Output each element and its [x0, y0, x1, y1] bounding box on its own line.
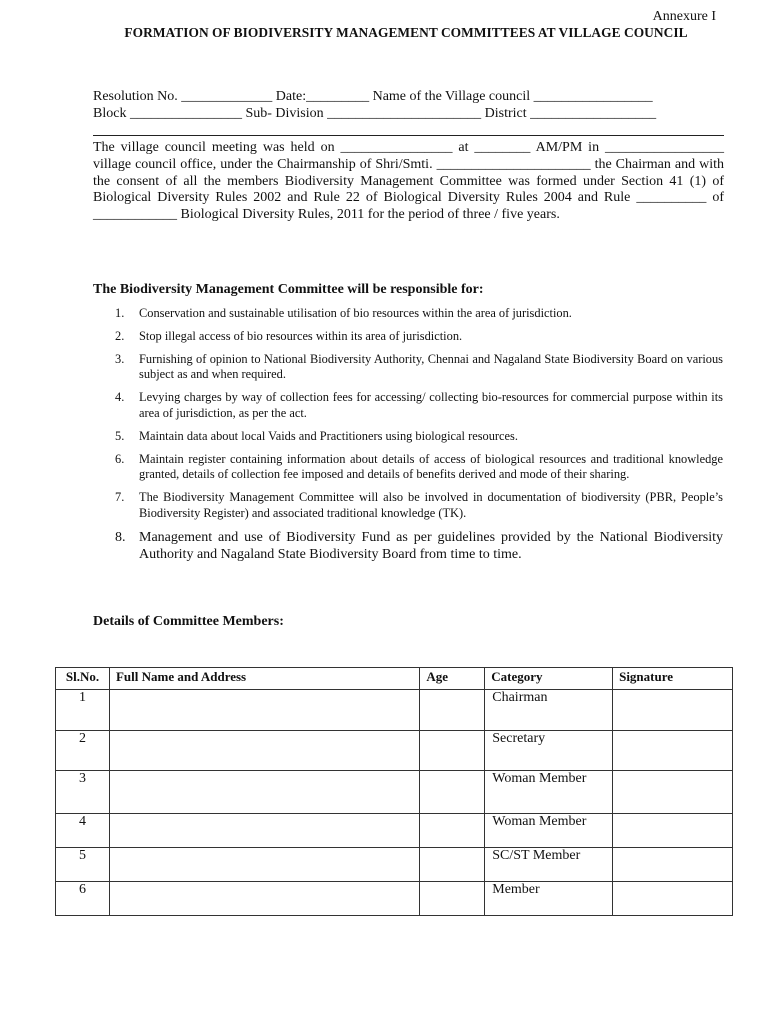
category-cell: Woman Member — [485, 771, 613, 814]
table-row — [56, 731, 733, 771]
table-row — [56, 848, 733, 882]
category-cell: Woman Member — [485, 814, 613, 848]
location-fields-line: Block ________________ Sub- Division ______________________ District __________________ — [93, 106, 657, 121]
members-heading: Details of Committee Members: — [93, 614, 284, 629]
sl-cell: 3 — [56, 771, 110, 814]
horizontal-rule — [93, 135, 724, 136]
responsibilities-list — [93, 306, 723, 570]
responsibilities-heading: The Biodiversity Management Committee will be responsible for: — [93, 282, 484, 297]
name-address-cell[interactable] — [109, 814, 419, 848]
sl-cell: 5 — [56, 848, 110, 882]
column-header-category: Category — [485, 668, 613, 690]
signature-cell[interactable] — [613, 731, 733, 771]
list-item: 1. Conservation and sustainable utilisation of bio resources within the area of jurisdiction. — [115, 306, 572, 320]
table-row — [56, 690, 733, 731]
name-address-cell[interactable] — [109, 771, 419, 814]
list-item: 2. Stop illegal access of bio resources within its area of jurisdiction. — [115, 328, 463, 343]
column-header-slno: Sl.No. — [56, 668, 110, 690]
age-cell[interactable] — [420, 848, 485, 882]
age-cell[interactable] — [420, 882, 485, 916]
name-address-cell[interactable] — [109, 731, 419, 771]
signature-cell[interactable] — [613, 814, 733, 848]
members-table — [55, 667, 733, 916]
table-row — [56, 814, 733, 848]
category-cell: Secretary — [485, 731, 613, 771]
column-header-signature: Signature — [613, 668, 733, 690]
list-item: 6. Maintain register containing information about details of access of biological resources and traditional knowledge granted, details of collection fee imposed and details of benefits derived and mode of their sharing. — [115, 451, 723, 482]
table-header-row — [56, 668, 733, 690]
name-address-cell[interactable] — [109, 882, 419, 916]
signature-cell[interactable] — [613, 771, 733, 814]
signature-cell[interactable] — [613, 848, 733, 882]
sl-cell: 1 — [56, 690, 110, 731]
category-cell: Member — [485, 882, 613, 916]
resolution-fields-line: Resolution No. _____________ Date:_________ Name of the Village council _________________ — [93, 89, 653, 104]
age-cell[interactable] — [420, 731, 485, 771]
age-cell[interactable] — [420, 814, 485, 848]
column-header-name: Full Name and Address — [109, 668, 419, 690]
signature-cell[interactable] — [613, 882, 733, 916]
table-row — [56, 771, 733, 814]
category-cell: Chairman — [485, 690, 613, 731]
sl-cell: 2 — [56, 731, 110, 771]
age-cell[interactable] — [420, 690, 485, 731]
column-header-age: Age — [420, 668, 485, 690]
sl-cell: 4 — [56, 814, 110, 848]
list-item: 7. The Biodiversity Management Committee will also be involved in documentation of biodiversity (PBR, People’s Biodiversity Register) and associated traditional knowledge (TK). — [115, 490, 723, 520]
list-item: 5. Maintain data about local Vaids and Practitioners using biological resources. — [115, 428, 518, 443]
table-row — [56, 882, 733, 916]
list-item: 3. Furnishing of opinion to National Biodiversity Authority, Chennai and Nagaland State Biodiversity Board on various subject as and when required. — [115, 351, 723, 382]
age-cell[interactable] — [420, 771, 485, 814]
sl-cell: 6 — [56, 882, 110, 916]
signature-cell[interactable] — [613, 690, 733, 731]
document-title: FORMATION OF BIODIVERSITY MANAGEMENT COMMITTEES AT VILLAGE COUNCIL — [124, 25, 688, 40]
list-item: 8. Management and use of Biodiversity Fund as per guidelines provided by the National Biodiversity Authority and Nagaland State Biodiversity Board from time to time. — [115, 529, 723, 562]
annexure-label: Annexure I — [652, 9, 716, 24]
list-item: 4. Levying charges by way of collection fees for accessing/ collecting bio-resources for commercial purpose within its area of jurisdiction, as per the act. — [115, 390, 723, 420]
category-cell: SC/ST Member — [485, 848, 613, 882]
meeting-paragraph: The village council meeting was held on ________________ at ________ AM/PM in _________________ village council office, under the Chairmanship of Shri/Smti. ______________________ the Chairman and with the consent of all the members Biodiversity Management Committee was formed under Section 41 (1) of Biological Diversity Rules 2002 and Rule 22 of Biological Diversity Rules 2004 and Rule __________ of ____________ Biological Diversity Rules, 2011 for the period of three / five years. — [93, 140, 724, 223]
name-address-cell[interactable] — [109, 690, 419, 731]
name-address-cell[interactable] — [109, 848, 419, 882]
